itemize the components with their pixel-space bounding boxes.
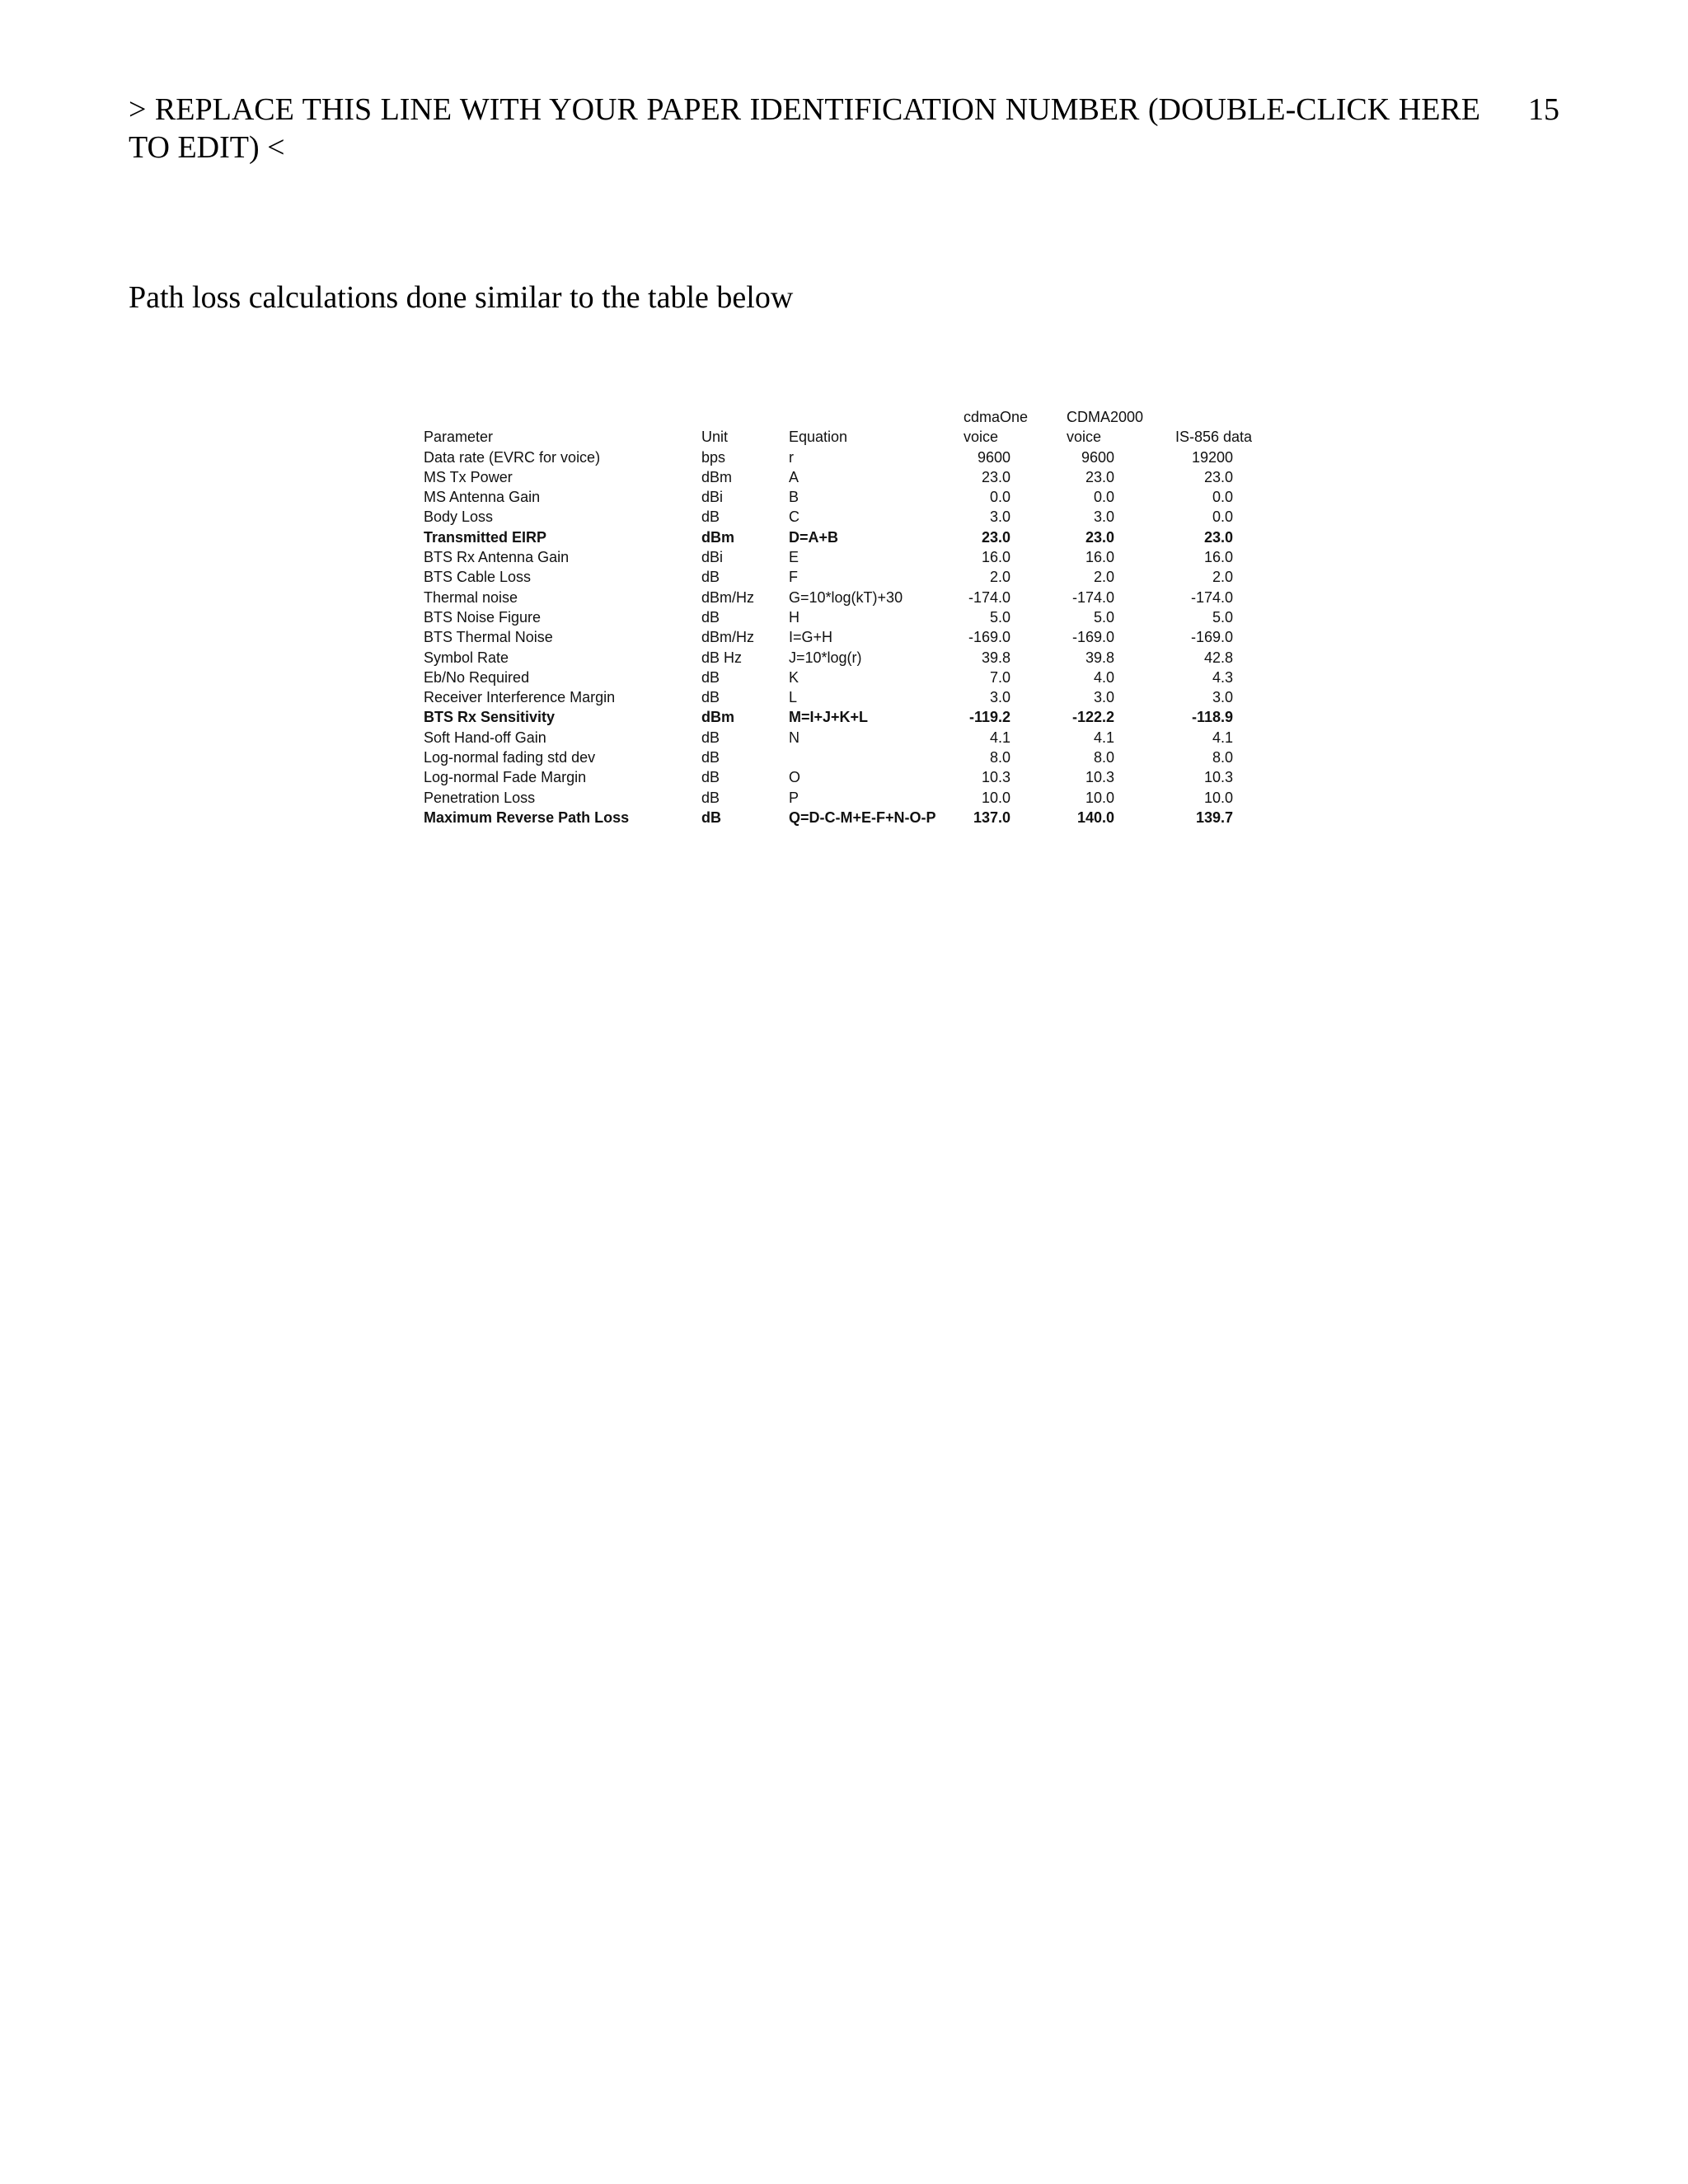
cell-unit: dB — [701, 668, 720, 686]
cell-is856-data: 4.1 — [1212, 729, 1233, 746]
table-row — [424, 808, 1273, 827]
page-header — [129, 91, 1559, 166]
cell-unit: dBm — [701, 709, 734, 726]
cell-is856-data: 10.0 — [1203, 789, 1233, 806]
cell-cdmaone-voice: 2.0 — [989, 569, 1010, 586]
cell-equation: K — [789, 668, 799, 686]
cell-is856-data: 5.0 — [1212, 608, 1233, 626]
cell-cdma2000-voice: 39.8 — [1085, 649, 1114, 666]
cell-unit: dB — [701, 769, 720, 786]
cell-unit: dB Hz — [701, 649, 743, 666]
cell-cdmaone-voice: 3.0 — [989, 509, 1010, 526]
cell-cdma2000-voice: 10.3 — [1085, 769, 1114, 786]
cell-cdmaone-voice: -119.2 — [968, 709, 1010, 726]
cell-parameter: Receiver Interference Margin — [424, 689, 616, 706]
cell-parameter: Body Loss — [424, 509, 494, 526]
cell-equation: L — [789, 689, 798, 706]
cell-parameter: Penetration Loss — [424, 789, 536, 806]
cell-is856-data: -174.0 — [1190, 588, 1233, 606]
cell-unit: dB — [701, 608, 720, 626]
table-row — [424, 487, 1273, 507]
cell-is856-data: 19200 — [1191, 448, 1233, 466]
cell-cdmaone-voice: 3.0 — [989, 689, 1010, 706]
col-header-unit: Unit — [701, 429, 729, 446]
cell-cdma2000-voice: 2.0 — [1093, 569, 1114, 586]
table-row — [424, 607, 1273, 627]
col-header-parameter: Parameter — [424, 429, 494, 446]
cell-cdmaone-voice: 4.1 — [989, 729, 1010, 746]
cell-cdmaone-voice: -174.0 — [968, 588, 1010, 606]
cell-cdmaone-voice: 10.3 — [981, 769, 1010, 786]
cell-parameter: Data rate (EVRC for voice) — [424, 448, 601, 466]
cell-is856-data: 139.7 — [1195, 808, 1233, 826]
cell-equation: Q=D-C-M+E-F+N-O-P — [789, 808, 936, 826]
cell-cdma2000-voice: 3.0 — [1093, 509, 1114, 526]
col-header-cdmaone: cdmaOne — [964, 409, 1029, 425]
cell-cdma2000-voice: 16.0 — [1085, 549, 1114, 566]
cell-cdmaone-voice: 9600 — [977, 448, 1010, 466]
cell-equation: A — [789, 468, 799, 485]
cell-parameter: BTS Rx Antenna Gain — [424, 549, 570, 566]
cell-unit: dBm/Hz — [701, 588, 755, 606]
cell-unit: dB — [701, 689, 720, 706]
table-row — [424, 748, 1273, 767]
cell-parameter: BTS Noise Figure — [424, 608, 542, 626]
table-row — [424, 767, 1273, 787]
table-row — [424, 627, 1273, 647]
cell-unit: dBm/Hz — [701, 629, 755, 646]
cell-unit: bps — [701, 448, 726, 466]
cell-cdmaone-voice: 8.0 — [989, 749, 1010, 766]
cell-parameter: Soft Hand-off Gain — [424, 729, 546, 746]
cell-parameter: Symbol Rate — [424, 649, 509, 666]
cell-cdmaone-voice: 39.8 — [981, 649, 1010, 666]
cell-parameter: Log-normal Fade Margin — [424, 769, 587, 786]
cell-equation: J=10*log(r) — [789, 649, 862, 666]
cell-cdma2000-voice: 0.0 — [1093, 489, 1114, 506]
cell-cdmaone-voice: -169.0 — [968, 629, 1010, 646]
cell-cdmaone-voice: 7.0 — [989, 668, 1010, 686]
cell-equation: C — [789, 509, 799, 526]
cell-equation: G=10*log(kT)+30 — [789, 588, 903, 606]
cell-is856-data: 3.0 — [1212, 689, 1233, 706]
table-row — [424, 448, 1273, 467]
table-row — [424, 527, 1273, 547]
cell-cdma2000-voice: 4.0 — [1093, 668, 1114, 686]
cell-cdma2000-voice: -122.2 — [1071, 709, 1114, 726]
col-header-voice-1: voice — [964, 429, 999, 446]
cell-is856-data: -169.0 — [1190, 629, 1233, 646]
cell-equation: P — [789, 789, 799, 806]
cell-cdma2000-voice: 8.0 — [1093, 749, 1114, 766]
table-row — [424, 687, 1273, 707]
cell-unit: dBi — [701, 489, 724, 506]
cell-equation: E — [789, 549, 799, 566]
cell-is856-data: 23.0 — [1203, 528, 1233, 546]
cell-cdma2000-voice: 10.0 — [1085, 789, 1114, 806]
cell-parameter: MS Tx Power — [424, 468, 513, 485]
cell-cdma2000-voice: 4.1 — [1093, 729, 1114, 746]
cell-cdma2000-voice: 140.0 — [1076, 808, 1114, 826]
path-loss-table — [424, 407, 1273, 827]
table-row — [424, 467, 1273, 487]
cell-unit: dBm — [701, 528, 734, 546]
col-header-equation: Equation — [789, 429, 848, 446]
table-row — [424, 567, 1273, 587]
cell-cdmaone-voice: 137.0 — [973, 808, 1010, 826]
cell-is856-data: 0.0 — [1212, 489, 1233, 506]
cell-unit: dB — [701, 729, 720, 746]
col-header-cdma2000: CDMA2000 — [1067, 409, 1144, 425]
cell-equation: H — [789, 608, 799, 626]
cell-unit: dBm — [701, 468, 733, 485]
cell-parameter: BTS Cable Loss — [424, 569, 532, 586]
cell-cdmaone-voice: 0.0 — [989, 489, 1010, 506]
cell-equation: I=G+H — [789, 629, 833, 646]
cell-is856-data: 8.0 — [1212, 749, 1233, 766]
table-row — [424, 707, 1273, 727]
cell-unit: dB — [701, 509, 720, 526]
cell-is856-data: -118.9 — [1191, 709, 1233, 726]
col-header-is856-data: IS-856 data — [1175, 429, 1253, 446]
cell-equation: M=I+J+K+L — [789, 709, 869, 726]
intro-paragraph: Path loss calculations done similar to the table below — [129, 280, 794, 315]
cell-parameter: Transmitted EIRP — [424, 528, 547, 546]
cell-cdma2000-voice: 3.0 — [1093, 689, 1114, 706]
cell-is856-data: 4.3 — [1212, 668, 1233, 686]
cell-cdma2000-voice: 23.0 — [1085, 528, 1114, 546]
cell-parameter: BTS Thermal Noise — [424, 629, 553, 646]
cell-unit: dB — [701, 808, 721, 826]
cell-parameter: Eb/No Required — [424, 668, 530, 686]
cell-cdma2000-voice: -169.0 — [1071, 629, 1114, 646]
cell-is856-data: 42.8 — [1203, 649, 1233, 666]
cell-unit: dB — [701, 569, 720, 586]
cell-cdmaone-voice: 10.0 — [981, 789, 1010, 806]
cell-cdmaone-voice: 16.0 — [981, 549, 1010, 566]
cell-equation: r — [789, 448, 794, 466]
paper-id-line: > REPLACE THIS LINE WITH YOUR PAPER IDENTIFICATION NUMBER (DOUBLE-CLICK HERE TO EDIT) < — [129, 92, 1480, 165]
cell-cdmaone-voice: 5.0 — [989, 608, 1010, 626]
cell-equation: O — [789, 769, 801, 786]
cell-cdma2000-voice: 9600 — [1081, 448, 1114, 466]
table-row — [424, 788, 1273, 808]
cell-equation: F — [789, 569, 798, 586]
table-row — [424, 507, 1273, 527]
cell-cdma2000-voice: 5.0 — [1093, 608, 1114, 626]
table-row — [424, 648, 1273, 668]
cell-parameter: Log-normal fading std dev — [424, 749, 596, 766]
cell-parameter: Maximum Reverse Path Loss — [424, 808, 630, 826]
cell-parameter: Thermal noise — [424, 588, 518, 606]
cell-cdmaone-voice: 23.0 — [981, 468, 1010, 485]
table-header — [424, 427, 1273, 447]
table-header-top — [424, 407, 1273, 427]
table-body — [424, 448, 1273, 828]
cell-unit: dB — [701, 749, 720, 766]
table-row — [424, 588, 1273, 607]
page-number: 15 — [1528, 92, 1559, 127]
cell-parameter: MS Antenna Gain — [424, 489, 541, 506]
cell-is856-data: 16.0 — [1203, 549, 1233, 566]
cell-equation: B — [789, 489, 799, 506]
col-header-voice-2: voice — [1067, 429, 1102, 446]
cell-cdmaone-voice: 23.0 — [981, 528, 1010, 546]
table-row — [424, 547, 1273, 567]
cell-is856-data: 23.0 — [1203, 468, 1233, 485]
table-row — [424, 728, 1273, 748]
table-row — [424, 668, 1273, 687]
cell-equation: D=A+B — [789, 528, 839, 546]
cell-unit: dBi — [701, 549, 724, 566]
cell-equation: N — [789, 729, 799, 746]
cell-cdma2000-voice: 23.0 — [1085, 468, 1114, 485]
cell-parameter: BTS Rx Sensitivity — [424, 709, 556, 726]
cell-unit: dB — [701, 789, 720, 806]
cell-cdma2000-voice: -174.0 — [1071, 588, 1114, 606]
cell-is856-data: 10.3 — [1203, 769, 1233, 786]
cell-is856-data: 0.0 — [1212, 509, 1233, 526]
cell-is856-data: 2.0 — [1212, 569, 1233, 586]
